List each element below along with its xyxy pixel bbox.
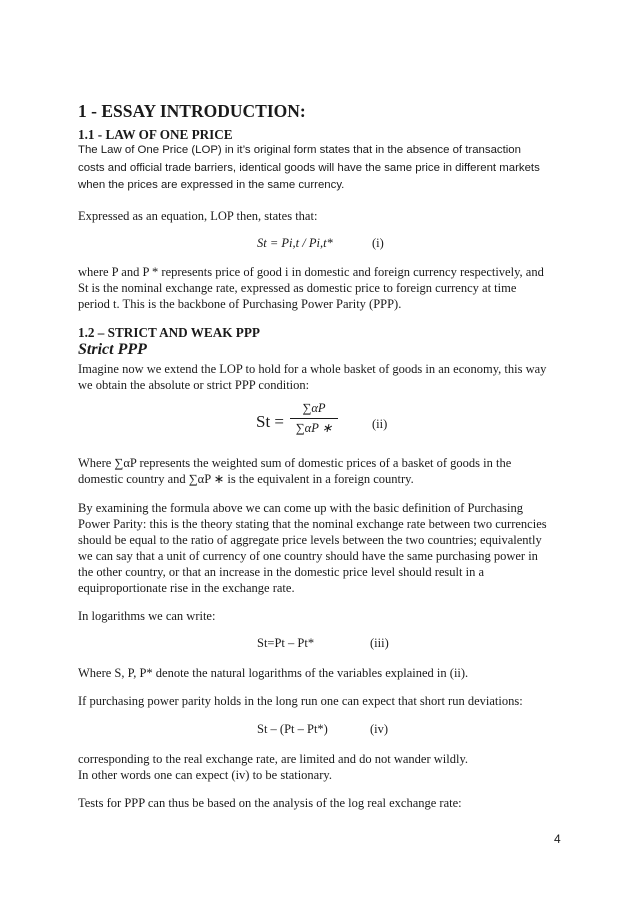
tests-text: Tests for PPP can thus be based on the analysis of the log real exchange rate:: [78, 796, 462, 810]
imagine-paragraph-line: Imagine now we extend the LOP to hold for a whole basket of goods in an economy, this way: [78, 362, 547, 376]
corresponding-line: In other words one can expect (iv) to be stationary.: [78, 768, 332, 782]
equation-i: St = Pi,t / Pi,t*: [257, 236, 333, 250]
equation-ii-denominator: ∑αP ∗: [295, 421, 333, 435]
equation-iv-label: (iv): [370, 722, 389, 736]
equation-i-label: (i): [372, 236, 384, 250]
equation-ii-label: (ii): [372, 417, 388, 431]
page-heading: 1 - ESSAY INTRODUCTION:: [78, 101, 306, 121]
examining-paragraph-line: the other country, or that an increase in the domestic price level should result in a: [78, 565, 484, 579]
where-paragraph-line: where P and P * represents price of good i in domestic and foreign currency respectively, and: [78, 265, 544, 279]
examining-paragraph-line: Power Parity: this is the theory stating that the nominal exchange rate between two currencies: [78, 517, 547, 531]
where2-paragraph-line: Where ∑αP represents the weighted sum of domestic prices of a basket of goods in the: [78, 456, 512, 470]
examining-paragraph-line: should be equal to the ratio of aggregate price levels between the two countries; equivalently: [78, 533, 542, 547]
examining-paragraph-line: we can say that a unit of currency of one country should have the same purchasing power in: [78, 549, 538, 563]
section-1-1-title: 1.1 - LAW OF ONE PRICE: [78, 127, 233, 142]
equation-ii-lhs: St =: [256, 412, 285, 431]
strict-ppp-subtitle: Strict PPP: [78, 341, 147, 358]
examining-paragraph-line: By examining the formula above we can come up with the basic definition of Purchasing: [78, 501, 524, 515]
fraction-bar: [290, 418, 338, 419]
expressed-text: Expressed as an equation, LOP then, states that:: [78, 209, 318, 223]
equation-ii-fraction: [290, 401, 338, 436]
where3-text: Where S, P, P* denote the natural logarithms of the variables explained in (ii).: [78, 666, 469, 680]
equation-iv: St – (Pt – Pt*): [257, 722, 328, 736]
if-ppp-text: If purchasing power parity holds in the long run one can expect that short run deviations:: [78, 694, 523, 708]
page-number: 4: [554, 832, 561, 846]
lop-paragraph-line: when the prices are expressed in the same currency.: [78, 179, 345, 191]
lop-paragraph-line: costs and official trade barriers, identical goods will have the same price in different markets: [78, 161, 540, 174]
corresponding-line: corresponding to the real exchange rate, are limited and do not wander wildly.: [78, 752, 469, 766]
equation-iii-label: (iii): [370, 636, 389, 650]
equation-ii-numerator: ∑αP: [302, 401, 326, 415]
logs-intro: In logarithms we can write:: [78, 609, 216, 623]
where-paragraph-line: period t. This is the backbone of Purchasing Power Parity (PPP).: [78, 297, 402, 311]
equation-iii: St=Pt – Pt*: [257, 636, 315, 650]
where2-paragraph-line: domestic country and ∑αP ∗ is the equivalent in a foreign country.: [78, 472, 414, 486]
section-1-2-title: 1.2 – STRICT AND WEAK PPP: [78, 325, 260, 340]
examining-paragraph-line: equiproportionate rise in the exchange rate.: [78, 581, 295, 595]
lop-paragraph-line: The Law of One Price (LOP) in it’s original form states that in the absence of transaction: [78, 144, 521, 156]
where-paragraph-line: St is the nominal exchange rate, expressed as domestic price to foreign currency at time: [78, 281, 517, 295]
imagine-paragraph-line: we obtain the absolute or strict PPP condition:: [78, 378, 310, 392]
